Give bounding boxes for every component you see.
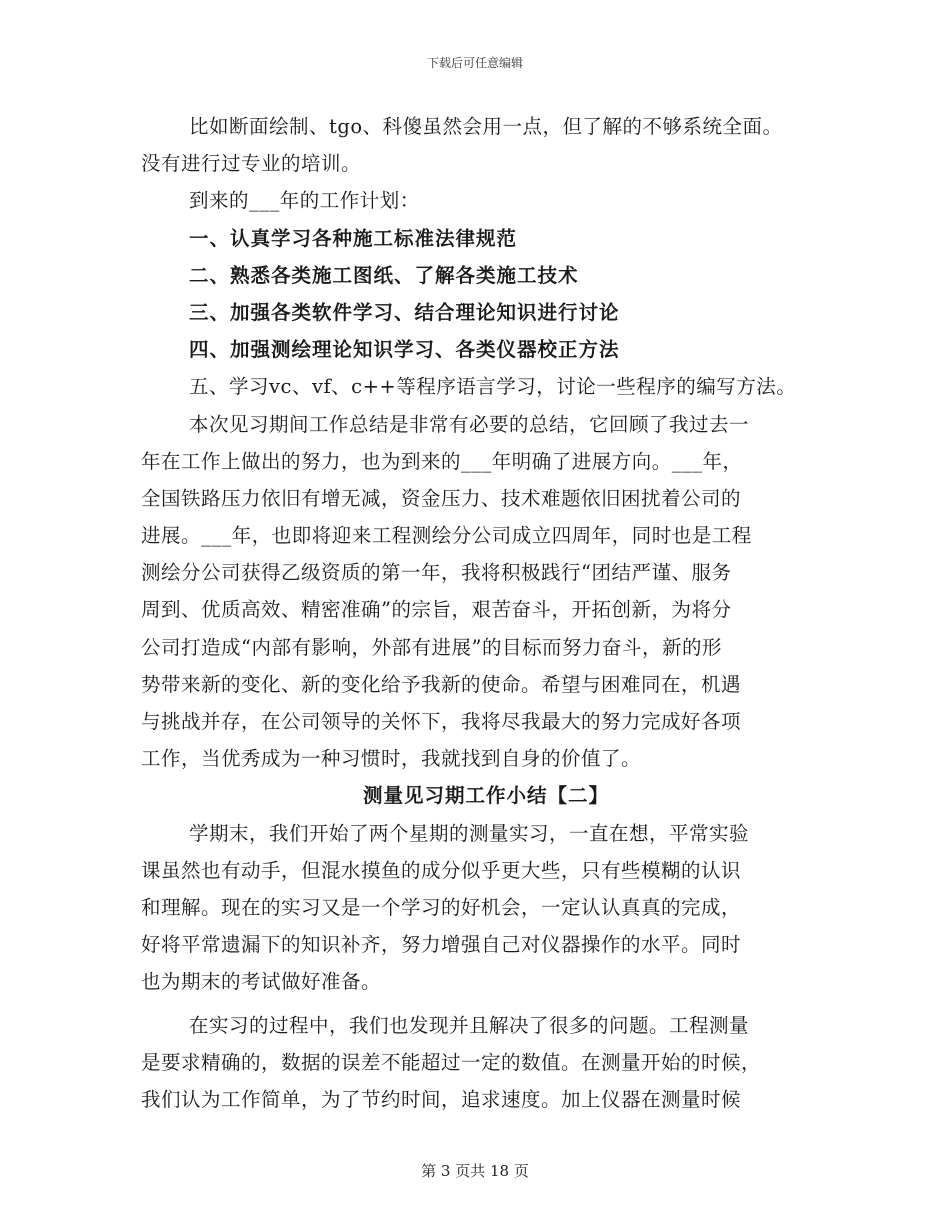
- paragraph-line: 课虽然也有动手，但混水摸鱼的成分似乎更大些，只有些模糊的认识: [141, 858, 742, 882]
- paragraph-line: 和理解。现在的实习又是一个学习的好机会，一定认认真真的完成，: [141, 895, 742, 919]
- paragraph-line: 是要求精确的，数据的误差不能超过一定的数值。在测量开始的时候，: [141, 1050, 762, 1074]
- plan-item-3: 三、加强各类软件学习、结合理论知识进行讨论: [189, 300, 620, 324]
- paragraph-line: 周到、优质高效、精密准确”的宗旨，艰苦奋斗，开拓创新，为将分: [141, 598, 732, 622]
- paragraph-line: 我们认为工作简单，为了节约时间，追求速度。加上仪器在测量时候: [141, 1087, 742, 1111]
- plan-item-5: 五、学习vc、vf、c++等程序语言学习，讨论一些程序的编写方法。: [189, 375, 797, 399]
- paragraph-line: 全国铁路压力依旧有增无减，资金压力、技术难题依旧困扰着公司的: [141, 486, 742, 510]
- paragraph-line: 工作，当优秀成为一种习惯时，我就找到自身的价值了。: [141, 747, 642, 771]
- paragraph-line: 年在工作上做出的努力，也为到来的___年明确了进展方向。___年，: [141, 449, 743, 473]
- document-body: [141, 108, 831, 1118]
- plan-item-1: 一、认真学习各种施工标准法律规范: [189, 226, 518, 250]
- paragraph-line: 与挑战并存，在公司领导的关怀下，我将尽我最大的努力完成好各项: [141, 710, 742, 733]
- section-title: 测量见习期工作小结【二】: [362, 784, 609, 808]
- paragraph-line: 学期末，我们开始了两个星期的测量实习，一直在想，平常实验: [189, 821, 750, 845]
- paragraph-line: 好将平常遗漏下的知识补齐，努力增强自己对仪器操作的水平。同时: [141, 933, 742, 957]
- paragraph-line: 到来的___年的工作计划：: [189, 189, 420, 213]
- paragraph-line: 势带来新的变化、新的变化给予我新的使命。希望与困难同在，机遇: [141, 672, 742, 696]
- paragraph-line: 测绘分公司获得乙级资质的第一年，我将积极践行“团结严谨、服务: [141, 561, 732, 585]
- paragraph-line: 进展。___年，也即将迎来工程测绘分公司成立四周年，同时也是工程: [141, 524, 752, 548]
- paragraph-line: 没有进行过专业的培训。: [141, 152, 362, 176]
- paragraph-line: 在实习的过程中，我们也发现并且解决了很多的问题。工程测量: [189, 1013, 750, 1037]
- plan-item-2: 二、熟悉各类施工图纸、了解各类施工技术: [189, 263, 579, 287]
- paragraph-line: 公司打造成“内部有影响，外部有进展”的目标而努力奋斗，新的形: [141, 635, 722, 659]
- page-header: 下载后可任意编辑: [426, 56, 523, 70]
- plan-item-4: 四、加强测绘理论知识学习、各类仪器校正方法: [189, 338, 620, 362]
- paragraph-line: 比如断面绘制、tgo、科傻虽然会用一点，但了解的不够系统全面。: [189, 115, 783, 138]
- page-footer: 第 3 页共 18 页: [421, 1162, 529, 1180]
- paragraph-line: 本次见习期间工作总结是非常有必要的总结，它回顾了我过去一: [189, 412, 750, 436]
- paragraph-line: 也为期末的考试做好准备。: [141, 970, 382, 994]
